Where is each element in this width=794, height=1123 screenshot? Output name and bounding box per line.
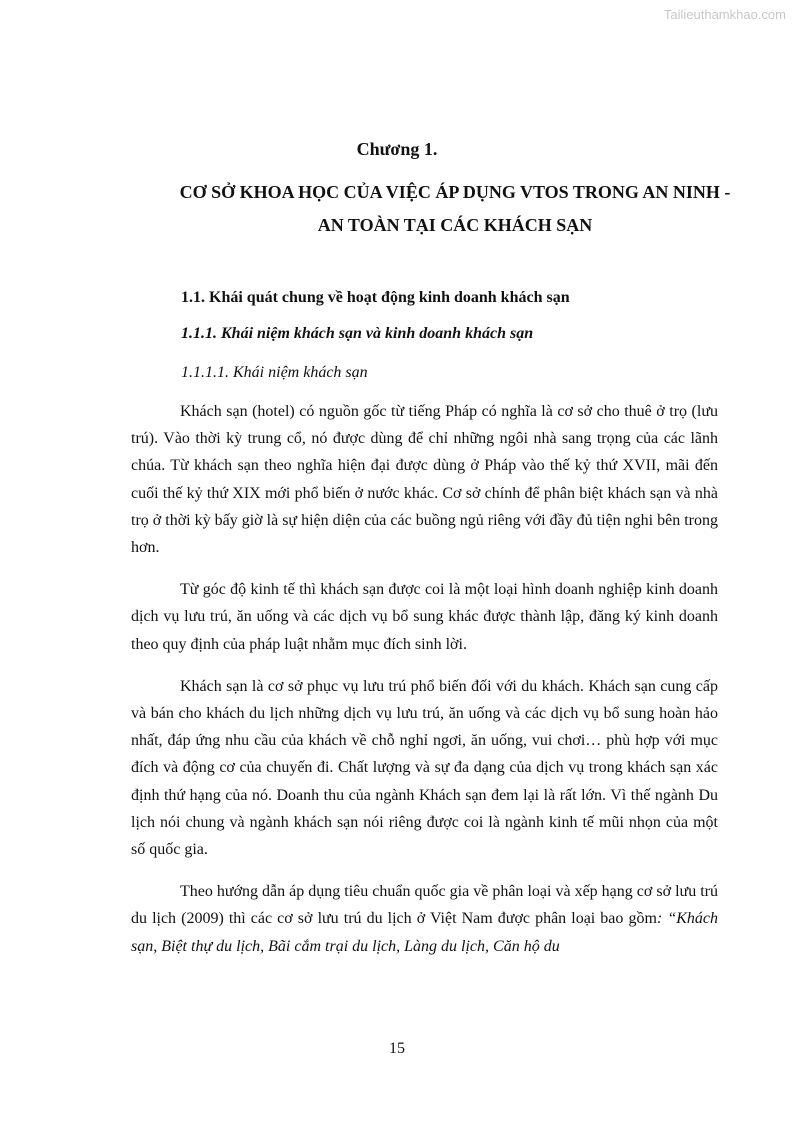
paragraph-3: Khách sạn là cơ sở phục vụ lưu trú phổ biến đối với du khách. Khách sạn cung cấp và bán cho khách du lịch những dịch vụ lưu trú, ăn uống và các dịch vụ bổ sung hoàn hảo nhất, đáp ứng nhu cầu của khách về chỗ nghỉ ngơi, ăn uống, vui chơi… phù hợp với mục đích và động cơ của chuyến đi. Chất lượng và sự đa dạng của dịch vụ trong khách sạn xác định thứ hạng của nó. Doanh thu của ngành Khách sạn đem lại là rất lớn. Vì thế ngành Du lịch nói chung và ngành khách sạn nói riêng được coi là ngành kinh tế mũi nhọn của một số quốc gia.	[131, 677, 718, 859]
body-text	[131, 398, 718, 975]
section-heading-1-1: 1.1. Khái quát chung về hoạt động kinh doanh khách sạn	[181, 289, 570, 306]
watermark: Tailieuthamkhao.com	[663, 7, 786, 22]
section-heading-1-1-1: 1.1.1. Khái niệm khách sạn và kinh doanh khách sạn	[181, 325, 534, 342]
paragraph-1: Khách sạn (hotel) có nguồn gốc từ tiếng Pháp có nghĩa là cơ sở cho thuê ở trọ (lưu trú). Vào thời kỳ trung cổ, nó được dùng để chỉ những ngôi nhà sang trọng của các lãnh chúa. Từ khách sạn theo nghĩa hiện đại được dùng ở Pháp vào thế kỷ thứ XVII, mãi đến cuối thế kỷ thứ XIX mới phổ biến ở nước khác. Cơ sở chính để phân biệt khách sạn và nhà trọ ở thời kỳ bấy giờ là sự hiện diện của các buồng ngủ riêng với đầy đủ tiện nghi bên trong hơn.	[131, 403, 718, 557]
paragraph-4	[131, 878, 718, 960]
chapter-title: CƠ SỞ KHOA HỌC CỦA VIỆC ÁP DỤNG VTOS TRONG AN NINH - AN TOÀN TẠI CÁC KHÁCH SẠN	[179, 182, 731, 235]
chapter-number: Chương 1.	[356, 139, 438, 159]
paragraph-4-text: Theo hướng dẫn áp dụng tiêu chuẩn quốc gia về phân loại và xếp hạng cơ sở lưu trú du lịch (2009) thì các cơ sở lưu trú du lịch ở Việt Nam được phân loại bao gồm	[131, 883, 718, 928]
section-heading-1-1-1-1: 1.1.1.1. Khái niệm khách sạn	[181, 364, 368, 381]
page-number: 15	[389, 1040, 405, 1057]
paragraph-2: Từ góc độ kinh tế thì khách sạn được coi là một loại hình doanh nghiệp kinh doanh dịch vụ lưu trú, ăn uống và các dịch vụ bổ sung khác được thành lập, đăng ký kinh doanh theo quy định của pháp luật nhằm mục đích sinh lời.	[131, 581, 718, 653]
paragraph-4-quote: : “Khách sạn, Biệt thự du lịch, Bãi cắm trại du lịch, Làng du lịch, Căn hộ du	[131, 910, 719, 955]
